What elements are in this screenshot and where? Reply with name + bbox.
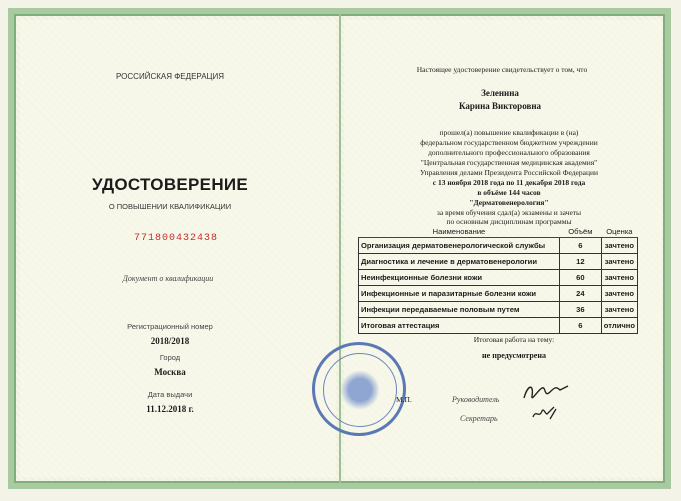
body-line: "Центральная государственная медицинская академия" — [420, 158, 598, 167]
grade-cell: зачтено — [601, 286, 637, 302]
exam-line: по основным дисциплинам программы — [446, 217, 572, 226]
final-work-value: не предусмотрена — [482, 351, 546, 360]
exam-line: за время обучения сдал(а) экзамены и зачеты — [436, 208, 582, 217]
seal-place-label: М.П. — [396, 395, 412, 404]
hours-cell: 36 — [559, 302, 601, 318]
reg-number-value: 2018/2018 — [150, 336, 190, 346]
intro-text: Настоящее удостоверение свидетельствует о том, что — [416, 65, 588, 74]
grade-cell: зачтено — [601, 254, 637, 270]
country-label: РОССИЙСКАЯ ФЕДЕРАЦИЯ — [116, 72, 224, 81]
table-row — [359, 302, 638, 318]
body-line: федеральном государственном бюджетном учреждении — [420, 138, 598, 147]
hours-cell: 12 — [559, 254, 601, 270]
body-line: Управления делами Президента Российской Федерации — [419, 168, 599, 177]
secretary-label: Секретарь — [460, 414, 498, 423]
city-label: Город — [159, 353, 181, 362]
grade-cell: отлично — [601, 318, 637, 334]
document-type-label: Документ о квалификации — [122, 274, 214, 283]
body-line: дополнительного профессионального образования — [428, 148, 590, 157]
grade-cell: зачтено — [601, 302, 637, 318]
hours-cell: 6 — [559, 238, 601, 254]
table-row — [359, 270, 638, 286]
table-row — [359, 254, 638, 270]
column-header: Наименование — [359, 226, 560, 238]
official-seal — [312, 342, 406, 436]
table-row — [359, 318, 638, 334]
table-row — [359, 286, 638, 302]
head-label: Руководитель — [452, 395, 500, 404]
holder-surname: Зеленина — [481, 88, 519, 98]
holder-name: Карина Викторовна — [458, 101, 542, 111]
document-title: УДОСТОВЕРЕНИЕ — [91, 175, 249, 194]
discipline-cell: Организация дерматовенерологической службы — [359, 238, 560, 254]
discipline-cell: Итоговая аттестация — [359, 318, 560, 334]
issue-date-label: Дата выдачи — [147, 390, 193, 399]
final-work-label: Итоговая работа на тему: — [473, 335, 555, 344]
document-subtitle: О ПОВЫШЕНИИ КВАЛИФИКАЦИИ — [108, 202, 232, 211]
body-line: прошел(а) повышение квалификации в (на) — [439, 128, 579, 137]
discipline-cell: Неинфекционные болезни кожи — [359, 270, 560, 286]
table-row — [359, 238, 638, 254]
hours-cell: 6 — [559, 318, 601, 334]
grades-table — [358, 226, 638, 334]
column-header: Оценка — [601, 226, 637, 238]
issue-date-value: 11.12.2018 г. — [146, 404, 194, 414]
city-value: Москва — [154, 367, 186, 377]
grade-cell: зачтено — [601, 238, 637, 254]
serial-number: 771800432438 — [133, 233, 219, 244]
table-header-row — [359, 226, 638, 238]
reg-number-label: Регистрационный номер — [127, 322, 213, 331]
secretary-signature-icon — [530, 403, 560, 423]
hours-cell: 60 — [559, 270, 601, 286]
discipline-cell: Инфекционные и паразитарные болезни кожи — [359, 286, 560, 302]
study-period: с 13 ноября 2018 года по 11 декабря 2018 года — [432, 178, 586, 187]
discipline-cell: Диагностика и лечение в дерматовенерологии — [359, 254, 560, 270]
column-header: Объём — [559, 226, 601, 238]
study-volume: в объёме 144 часов — [477, 188, 541, 197]
discipline-cell: Инфекции передаваемые половым путем — [359, 302, 560, 318]
program-name: "Дерматовенерология" — [469, 198, 549, 207]
hours-cell: 24 — [559, 286, 601, 302]
grade-cell: зачтено — [601, 270, 637, 286]
